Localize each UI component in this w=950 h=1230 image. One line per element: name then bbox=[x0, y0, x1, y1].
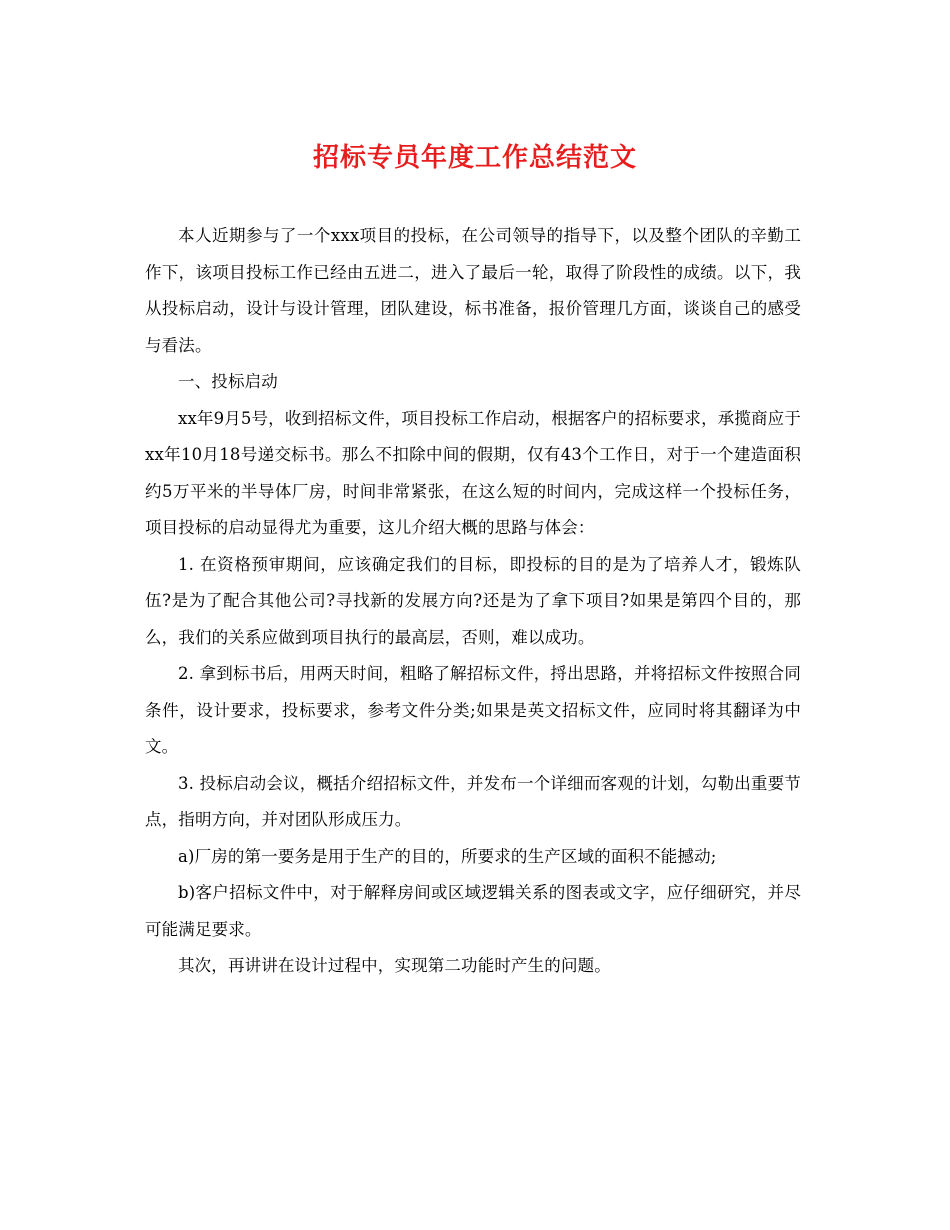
paragraph-timeline: xx年9月5号，收到招标文件，项目投标工作启动，根据客户的招标要求，承揽商应于xx年10月18号递交标书。那么不扣除中间的假期，仅有43个工作日，对于一个建造面积约5万平米的半导体厂房，时间非常紧张，在这么短的时间内，完成这样一个投标任务，项目投标的启动显得尤为重要，这儿介绍大概的思路与体会： bbox=[145, 408, 801, 537]
document-body bbox=[145, 218, 801, 985]
sub-item-a: a)厂房的第一要务是用于生产的目的，所要求的生产区域的面积不能撼动; bbox=[178, 846, 717, 866]
list-item-2: 2. 拿到标书后，用两天时间，粗略了解招标文件，捋出思路，并将招标文件按照合同条件，设计要求，投标要求，参考文件分类;如果是英文招标文件，应同时将其翻译为中文。 bbox=[145, 664, 801, 756]
paragraph-intro: 本人近期参与了一个xxx项目的投标，在公司领导的指导下，以及整个团队的辛勤工作下，该项目投标工作已经由五进二，进入了最后一轮，取得了阶段性的成绩。以下，我从投标启动，设计与设计管理，团队建设，标书准备，报价管理几方面，谈谈自己的感受与看法。 bbox=[145, 226, 801, 355]
document-title: 招标专员年度工作总结范文 bbox=[312, 143, 637, 173]
paragraph-next: 其次，再讲讲在设计过程中，实现第二功能时产生的问题。 bbox=[178, 956, 611, 975]
list-item-1: 1. 在资格预审期间，应该确定我们的目标，即投标的目的是为了培养人才，锻炼队伍?是为了配合其他公司?寻找新的发展方向?还是为了拿下项目?如果是第四个目的，那么，我们的关系应做到项目执行的最高层，否则，难以成功。 bbox=[145, 554, 801, 647]
sub-item-b: b)客户招标文件中，对于解释房间或区域逻辑关系的图表或文字，应仔细研究，并尽可能满足要求。 bbox=[145, 883, 801, 939]
section-heading-bid-launch: 一、投标启动 bbox=[178, 372, 278, 391]
list-item-3: 3. 投标启动会议，概括介绍招标文件，并发布一个详细而客观的计划，勾勒出重要节点，指明方向，并对团队形成压力。 bbox=[145, 773, 801, 829]
